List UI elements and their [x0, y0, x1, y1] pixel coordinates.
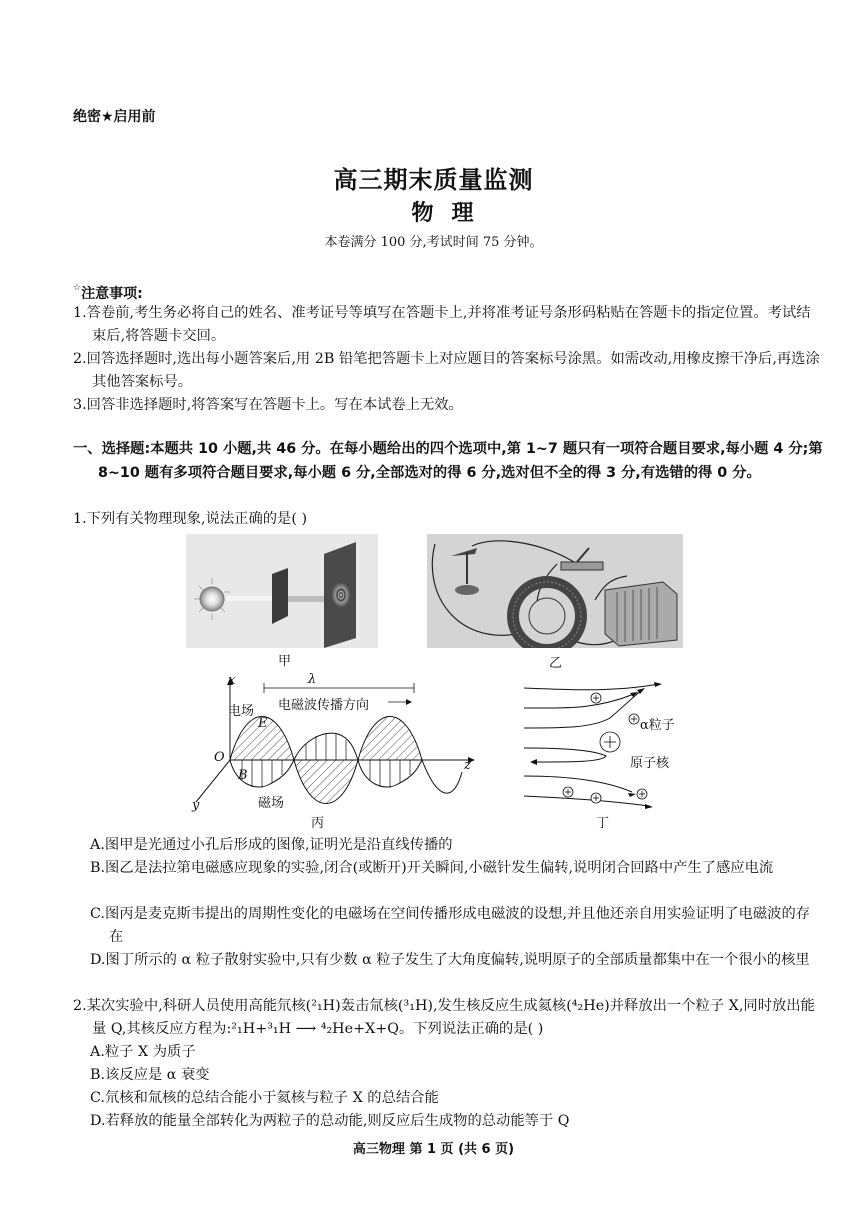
wave-direction-label: 电磁波传播方向 [278, 698, 370, 713]
q1-option-a: A.图甲是光通过小孔后形成的图像,证明光是沿直线传播的 [90, 837, 453, 853]
q2-stem: 2.某次实验中,科研人员使用高能氘核(²₁H)轰击氚核(³₁H),发生核反应生成氦核(⁴₂He)并释放出一个粒子 X,同时放出能量 Q,其核反应方程为:²₁H+³₁H ⟶ ⁴₂He+X+Q。下列说法正确的是( ) [73, 998, 815, 1037]
figure-ding-alpha-scattering [514, 676, 664, 816]
note-item-3: 3.回答非选择题时,将答案写在答题卡上。写在本试卷上无效。 [73, 397, 463, 413]
note-item-1: 1.答卷前,考生务必将自己的姓名、准考证号等填写在答题卡上,并将准考证号条形码粘贴在答题卡的指定位置。考试结束后,将答题卡交回。 [73, 305, 811, 344]
wave-b-field-label: 磁场 [258, 796, 285, 811]
wave-origin: O [214, 750, 225, 765]
figure-jia-caption: 甲 [278, 654, 292, 669]
figure-yi [427, 534, 683, 648]
confidential-mark: 绝密★启用前 [73, 109, 156, 125]
figure-yi-caption: 乙 [549, 656, 563, 671]
wave-axis-z: z [464, 758, 471, 773]
section-heading: 一、选择题:本题共 10 小题,共 46 分。在每小题给出的四个选项中,第 1~7 题只有一项符合题目要求,每小题 4 分;第 8~10 题有多项符合题目要求,每小题 6 分,全部选对的得 6 分,选对但不全的得 3 分,有选错的得 0 分。 [73, 441, 823, 481]
wave-axis-x: x [228, 673, 236, 688]
figure-jia [186, 534, 378, 648]
wave-axis-y: y [192, 798, 200, 813]
q1-stem: 1.下列有关物理现象,说法正确的是( ) [73, 511, 308, 527]
q2-option-b: B.该反应是 α 衰变 [90, 1067, 210, 1083]
q1-option-c: C.图丙是麦克斯韦提出的周期性变化的电磁场在空间传播形成电磁波的设想,并且他还亲自用实验证明了电磁波的存在 [90, 906, 811, 945]
wave-e-field-label: 电场 [228, 704, 255, 719]
q2-option-c: C.氘核和氚核的总结合能小于氦核与粒子 X 的总结合能 [90, 1090, 439, 1106]
score-time-note: 本卷满分 100 分,考试时间 75 分钟。 [324, 235, 543, 250]
page-footer: 高三物理 第 1 页 (共 6 页) [352, 1142, 515, 1157]
q2-option-d: D.若释放的能量全部转化为两粒子的总动能,则反应后生成物的总动能等于 Q [90, 1113, 570, 1129]
wave-B-symbol: B [238, 768, 248, 783]
scatter-nucleus-label: 原子核 [630, 756, 670, 771]
figure-bing-caption: 丙 [311, 816, 325, 831]
q1-option-b: B.图乙是法拉第电磁感应现象的实验,闭合(或断开)开关瞬间,小磁针发生偏转,说明闭合回路中产生了感应电流 [90, 860, 774, 876]
wave-lambda: λ [308, 672, 317, 687]
q1-option-d: D.图丁所示的 α 粒子散射实验中,只有少数 α 粒子发生了大角度偏转,说明原子的全部质量都集中在一个很小的核里 [90, 952, 810, 968]
scatter-alpha-label: α粒子 [640, 718, 675, 733]
notes-heading: ☆注意事项: [73, 283, 143, 302]
note-item-2: 2.回答选择题时,选出每小题答案后,用 2B 铅笔把答题卡上对应题目的答案标号涂黑。如需改动,用橡皮擦干净后,再选涂其他答案标号。 [73, 351, 820, 390]
wave-E-symbol: E [258, 716, 268, 731]
subject-title: 物理 [411, 201, 492, 226]
exam-title: 高三期末质量监测 [333, 166, 534, 194]
figure-ding-caption: 丁 [596, 816, 610, 831]
q2-option-a: A.粒子 X 为质子 [90, 1044, 196, 1060]
